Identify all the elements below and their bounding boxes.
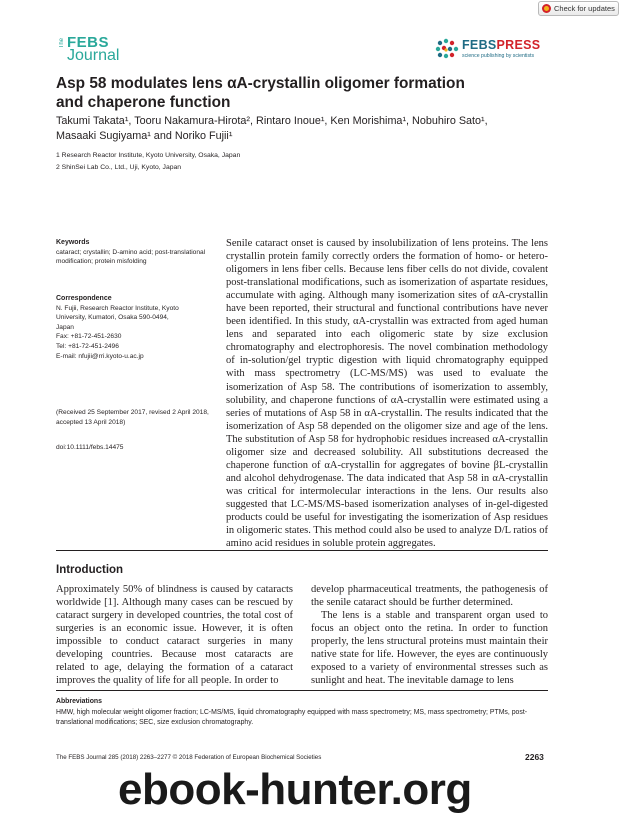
febs-press-title	[462, 38, 540, 52]
abbreviations-divider	[56, 690, 548, 691]
authors-line-2: Masaaki Sugiyama¹ and Noriko Fujii¹	[56, 129, 233, 142]
journal-logo-febs: FEBS	[67, 34, 110, 51]
febs-press-logo	[434, 36, 554, 66]
intro-paragraph: The lens is a stable and transparent organ used to focus an object onto the retina. In order to function properly, the lens structural proteins must maintain their native state for life. However, the eyes are continuously exposed to a variety of environmental stresses such as sunlight and heat. The inevitable damage to lens	[311, 610, 548, 687]
section-divider	[56, 550, 548, 551]
watermark: ebook-hunter.org	[118, 765, 472, 814]
authors-line-1: Takumi Takata¹, Tooru Nakamura-Hirota², Rintaro Inoue¹, Ken Morishima¹, Nobuhiro Sato¹,	[56, 115, 488, 127]
febs-journal-logo	[59, 33, 139, 67]
check-for-updates-label: Check for updates	[554, 4, 615, 13]
keywords-text: cataract; crystallin; D-amino acid; post-translational modification; protein misfolding	[56, 248, 206, 266]
correspondence-heading: Correspondence	[56, 295, 112, 302]
correspondence-line: University, Kumatori, Osaka 590-0494,	[56, 314, 169, 322]
affiliation-1: 1 Research Reactor Institute, Kyoto University, Osaka, Japan	[56, 152, 241, 159]
introduction-heading: Introduction	[56, 564, 124, 576]
intro-column-right	[311, 583, 548, 687]
correspondence-line: N. Fujii, Research Reactor Institute, Kyoto	[56, 304, 179, 312]
author-list	[56, 114, 566, 143]
footer-citation: The FEBS Journal 285 (2018) 2263–2277 © 2018 Federation of European Biochemical Societies	[56, 754, 322, 761]
intro-paragraph: develop pharmaceutical treatments, the pathogenesis of the senile cataract should be further determined.	[311, 584, 548, 609]
page-number: 2263	[525, 752, 544, 762]
correspondence-email[interactable]: E-mail: nfujii@rri.kyoto-u.ac.jp	[56, 352, 144, 360]
crossmark-icon	[542, 4, 551, 13]
febs-press-febs: FEBS	[462, 38, 497, 52]
abbreviations-text: HMW, high molecular weight oligomer fraction; LC-MS/MS, liquid chromatography equipped with mass spectrometry; MS, mass spectrometry; PTMs, post-translational modifications; SEC, size exclusion chromatography.	[56, 709, 528, 726]
febs-press-press: PRESS	[496, 38, 541, 52]
abbreviations-heading: Abbreviations	[56, 698, 102, 705]
keywords-block	[56, 238, 216, 267]
title-line-2: and chaperone function	[56, 94, 231, 111]
correspondence-line: Japan	[56, 323, 74, 331]
title-line-1: Asp 58 modulates lens αA-crystallin oligomer formation	[56, 75, 465, 92]
febs-press-tagline: science publishing by scientists	[462, 53, 535, 59]
journal-logo-the: The	[59, 38, 65, 49]
article-title	[56, 74, 556, 112]
correspondence-tel: Tel: +81-72-451-2496	[56, 342, 119, 350]
correspondence-fax: Fax: +81-72-451-2630	[56, 333, 122, 341]
affiliation-2: 2 ShinSei Lab Co., Ltd., Uji, Kyoto, Japan	[56, 163, 182, 171]
febs-press-dots-icon	[434, 38, 460, 62]
keywords-heading: Keywords	[56, 239, 90, 246]
affiliations	[56, 150, 456, 173]
correspondence-block	[56, 294, 216, 361]
journal-logo-journal: Journal	[67, 47, 120, 64]
doi-link[interactable]: doi:10.1111/febs.14475	[56, 444, 124, 451]
intro-paragraph: Approximately 50% of blindness is caused by cataracts worldwide [1]. Although many cases can be rescued by cataract surgery in developed countries, the total cost of surgeries is an economic issue. However, it is often impossible to conduct cataract surgeries in many developing countries. Because most cataracts are related to age, delaying the formation of a cataract improves the quality of life for all people. In order to	[56, 584, 293, 687]
received-dates: (Received 25 September 2017, revised 2 April 2018, accepted 13 April 2018)	[56, 409, 209, 426]
intro-column-left	[56, 583, 293, 687]
check-for-updates-button[interactable]	[538, 1, 619, 16]
abstract-text: Senile cataract onset is caused by insolubilization of lens proteins. The lens crystallin protein family correctly orders the formation of homo- or hetero-oligomers in lens fiber cells. Because lens fiber cells do not divide, covalent post-translational modifications, such as isomerization of aspartate residues, accumulate with aging. Although many isomerization sites of αA-crystallin have been reported, their structural and functional contributions have never been identified. In this study, αA-crystallin was extracted from aged human lens and separated into each oligomeric state by size exclusion chromatography and electrophoresis. The novel combination methodology of in-solution/gel tryptic digestion with liquid chromatography equipped with mass spectrometry (LC-MS/MS) was used to evaluate the isomerization of Asp 58. The contributions of isomerization to assembly, solubility, and chaperone functions of αA-crystallin were estimated using a series of mutations of Asp 58 in αA-crystallin. The results indicated that the isomerization of Asp 58 depended on the oligomer size and age of the lens. The substitution of Asp 58 for hydrophobic residues increased αA-crystallin oligomer size and decreased solubility. All substitutions decreased the chaperone function of αA-crystallin for aggregates of bovine βL-crystallin and alcohol dehydrogenase. The data indicated that Asp 58 in αA-crystallin was critical for intermolecular interactions in the lens. Our results also suggested that LC-MS/MS-based isomerization analyses of in-gel-digested products could be useful for investigating the isomerization of Asp residues in oligomeric states. This method could also be used to analyze D/L ratios of amino acid residues in soluble protein aggregates.	[226, 238, 548, 550]
